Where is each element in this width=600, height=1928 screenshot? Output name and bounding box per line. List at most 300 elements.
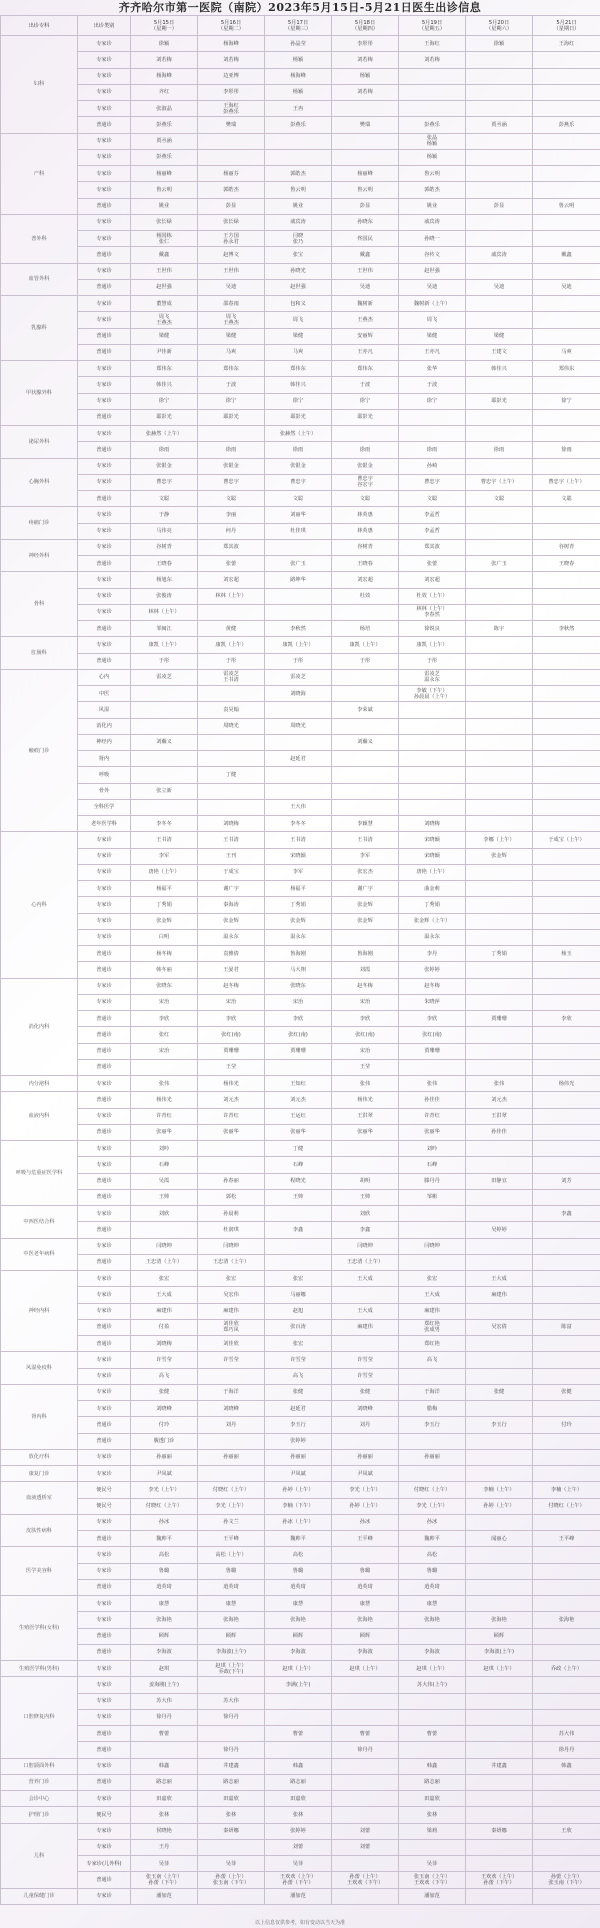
doctor-cell xyxy=(533,84,600,100)
doctor-cell xyxy=(533,1693,600,1709)
doctor-cell: 张海艳 xyxy=(265,1612,332,1628)
doctor-cell: 梁健 xyxy=(198,328,265,344)
doctor-cell: 宋治 xyxy=(265,994,332,1010)
doctor-cell: 张伟 xyxy=(466,1076,533,1092)
clinic-type: 专家诊 xyxy=(78,832,131,848)
doctor-cell xyxy=(332,1677,399,1693)
doctor-cell: 高松 xyxy=(265,1547,332,1563)
doctor-cell: 王燕杰 xyxy=(332,312,399,328)
doctor-cell xyxy=(198,1677,265,1693)
doctor-cell: 张金辉 xyxy=(466,848,533,864)
doctor-cell: 孙晨莉 xyxy=(198,1206,265,1222)
doctor-cell xyxy=(265,702,332,718)
clinic-type: 专家诊 xyxy=(78,68,131,84)
doctor-cell: 刘欣 xyxy=(332,1206,399,1222)
doctor-cell: 杨颖 xyxy=(265,52,332,68)
doctor-cell xyxy=(466,377,533,393)
doctor-cell: 闫晓坤 xyxy=(131,1238,198,1254)
doctor-cell xyxy=(533,1791,600,1807)
doctor-cell: 路志丽 xyxy=(131,1774,198,1790)
clinic-type: 普通诊 xyxy=(78,1726,131,1742)
doctor-cell: 孙丽丽 xyxy=(131,1449,198,1465)
doctor-cell xyxy=(466,864,533,880)
table-row xyxy=(1,1173,600,1189)
doctor-cell: 胡明 xyxy=(332,1173,399,1189)
clinic-type: 专家诊 xyxy=(78,1368,131,1384)
clinic-type: 普通诊 xyxy=(78,1579,131,1595)
doctor-cell: 姚业 xyxy=(265,198,332,214)
clinic-type: 专家诊(儿外科) xyxy=(78,1856,131,1872)
doctor-cell: 曹蕾 xyxy=(131,1726,198,1742)
clinic-type: 专家诊 xyxy=(78,1693,131,1709)
doctor-cell xyxy=(332,783,399,799)
doctor-cell: 包和义 xyxy=(265,296,332,312)
department-name: 护理门诊 xyxy=(1,1807,78,1823)
doctor-cell xyxy=(466,1466,533,1482)
doctor-cell: 刘晓梅 xyxy=(399,816,466,832)
doctor-cell: 张蕾 xyxy=(399,556,466,572)
doctor-cell: 顾辉 xyxy=(131,1628,198,1644)
doctor-cell xyxy=(466,409,533,425)
doctor-cell: 戚宾涛 xyxy=(466,247,533,263)
doctor-cell xyxy=(198,799,265,815)
doctor-cell: 赵冬梅 xyxy=(332,978,399,994)
doctor-cell xyxy=(466,604,533,620)
department-name: 口腔颌面外科 xyxy=(1,1758,78,1774)
doctor-cell: 赵琪 xyxy=(131,1661,198,1677)
doctor-cell: 康慧 xyxy=(198,1596,265,1612)
doctor-cell: 李玉行 xyxy=(265,1417,332,1433)
doctor-cell: 贾丞涵 xyxy=(466,117,533,133)
doctor-cell: 孙蕾（上午） 张玉南（下午） xyxy=(198,1872,265,1888)
clinic-type: 专家诊 xyxy=(78,994,131,1010)
doctor-cell xyxy=(399,1222,466,1238)
doctor-cell: 徐宁 xyxy=(131,393,198,409)
doctor-cell xyxy=(533,263,600,279)
doctor-cell: 顾辉 xyxy=(265,1628,332,1644)
doctor-cell xyxy=(198,1726,265,1742)
doctor-cell xyxy=(399,718,466,734)
doctor-cell: 张立新 xyxy=(131,783,198,799)
doctor-cell: 赵琪（上午） xyxy=(265,1661,332,1677)
table-row xyxy=(1,1059,600,1075)
doctor-cell: 孙佳佳 xyxy=(466,1124,533,1140)
doctor-cell xyxy=(466,1742,533,1758)
doctor-cell: 李楠（上午） xyxy=(533,1482,600,1498)
clinic-type: 中医 xyxy=(78,686,131,702)
doctor-cell: 李鑫 xyxy=(533,1206,600,1222)
table-row xyxy=(1,458,600,474)
doctor-cell: 郭皓杰 xyxy=(198,182,265,198)
doctor-cell: 刘晓海 xyxy=(265,686,332,702)
doctor-cell: 鲁云明 xyxy=(131,182,198,198)
doctor-cell: 魏树新 xyxy=(332,296,399,312)
doctor-cell: 彭燕乐 xyxy=(399,117,466,133)
clinic-type: 专家诊 xyxy=(78,214,131,230)
doctor-cell: 姚业 xyxy=(131,198,198,214)
doctor-cell: 梁健 xyxy=(265,328,332,344)
doctor-cell: 康慧 xyxy=(332,1596,399,1612)
doctor-cell xyxy=(399,1693,466,1709)
doctor-cell: 戴鑫 xyxy=(533,247,600,263)
doctor-cell: 韩鑫 xyxy=(131,1758,198,1774)
doctor-cell xyxy=(332,929,399,945)
doctor-cell: 李海波(上午) xyxy=(466,1644,533,1660)
table-row xyxy=(1,686,600,702)
doctor-cell xyxy=(332,1856,399,1872)
doctor-cell: 王莹 xyxy=(332,1059,399,1075)
table-row xyxy=(1,1563,600,1579)
doctor-cell: 刘霞 xyxy=(332,962,399,978)
doctor-cell xyxy=(399,1466,466,1482)
doctor-cell xyxy=(332,718,399,734)
doctor-cell xyxy=(131,767,198,783)
column-header: 5月18日 （星期四） xyxy=(332,16,399,36)
clinic-type: 专家诊 xyxy=(78,604,131,620)
department-name: 瘢痕门诊 xyxy=(1,669,78,832)
table-row xyxy=(1,1726,600,1742)
table-row xyxy=(1,946,600,962)
doctor-cell: 孙晶莹 xyxy=(265,36,332,52)
doctor-cell: 秦妍娜 xyxy=(466,1823,533,1839)
doctor-cell: 田嘉欣 xyxy=(131,1791,198,1807)
doctor-cell: 刘若梅 xyxy=(399,52,466,68)
doctor-cell: 高飞 xyxy=(399,1352,466,1368)
department-name: 心内科 xyxy=(1,832,78,978)
clinic-type: 普通诊 xyxy=(78,1189,131,1205)
doctor-cell: 顾辉 xyxy=(198,1628,265,1644)
table-row xyxy=(1,718,600,734)
doctor-cell: 彭燕乐 xyxy=(131,117,198,133)
doctor-cell: 彭燕乐 xyxy=(131,149,198,165)
table-row xyxy=(1,653,600,669)
doctor-cell xyxy=(533,133,600,149)
doctor-cell: 徐宁 xyxy=(533,393,600,409)
doctor-cell: 王平峰 xyxy=(533,1531,600,1547)
doctor-cell: 杨福平 xyxy=(131,881,198,897)
doctor-cell: 尹凤斌 xyxy=(265,1466,332,1482)
doctor-cell: 边亚博 xyxy=(198,68,265,84)
doctor-cell: 张丽华 xyxy=(131,1124,198,1140)
table-row xyxy=(1,962,600,978)
doctor-cell: 谢广宇 xyxy=(198,881,265,897)
doctor-cell xyxy=(533,1644,600,1660)
doctor-cell xyxy=(399,409,466,425)
doctor-cell: 赵琪（上午） xyxy=(466,1661,533,1677)
doctor-cell: 李孟哲 xyxy=(399,523,466,539)
column-header: 5月15日 （星期一） xyxy=(131,16,198,36)
doctor-cell: 贾丞涵 xyxy=(131,133,198,149)
doctor-cell xyxy=(533,1124,600,1140)
doctor-cell: 刘元杰 xyxy=(265,1092,332,1108)
doctor-cell: 杨丽峰 xyxy=(131,166,198,182)
doctor-cell xyxy=(533,1579,600,1595)
doctor-cell xyxy=(466,653,533,669)
doctor-cell: 徐颖 xyxy=(466,36,533,52)
doctor-cell: 徐宁 xyxy=(265,393,332,409)
doctor-cell: 高松（上午） xyxy=(198,1547,265,1563)
doctor-cell: 付玲 xyxy=(533,1417,600,1433)
clinic-type: 专家诊 xyxy=(78,101,131,117)
doctor-cell: 付晓红（上午） xyxy=(399,1482,466,1498)
doctor-cell: 刘若梅 xyxy=(131,52,198,68)
doctor-cell xyxy=(399,1709,466,1725)
doctor-cell: 王世伟 xyxy=(332,263,399,279)
table-row xyxy=(1,978,600,994)
clinic-type: 专家诊 xyxy=(78,296,131,312)
doctor-cell: 杨颖 xyxy=(399,149,466,165)
doctor-cell: 张淑晶 xyxy=(131,101,198,117)
doctor-cell xyxy=(399,783,466,799)
clinic-type: 普通诊 xyxy=(78,279,131,295)
doctor-cell: 李光（上午） xyxy=(198,1498,265,1514)
department-name: 肾内科 xyxy=(1,1384,78,1449)
clinic-type: 专家诊 xyxy=(78,897,131,913)
doctor-cell: 许青红 xyxy=(131,1108,198,1124)
table-row xyxy=(1,36,600,52)
doctor-cell: 井建鑫 xyxy=(198,1758,265,1774)
doctor-cell xyxy=(466,507,533,523)
doctor-cell: 张玉南（上午） 王欢欢（下午） xyxy=(399,1872,466,1888)
doctor-cell: 李光（上午） xyxy=(332,1482,399,1498)
doctor-cell xyxy=(466,962,533,978)
clinic-type: 普通诊 xyxy=(78,1173,131,1189)
clinic-type: 专家诊 xyxy=(78,149,131,165)
doctor-cell xyxy=(198,149,265,165)
doctor-cell: 王亦凡 xyxy=(332,344,399,360)
doctor-cell xyxy=(466,1368,533,1384)
doctor-cell: 吴菲 xyxy=(265,1856,332,1872)
clinic-type: 普通诊 xyxy=(78,621,131,637)
doctor-cell: 韩冬丽 xyxy=(131,962,198,978)
table-row xyxy=(1,588,600,604)
doctor-cell: 李彤彤 xyxy=(198,84,265,100)
doctor-cell: 徐丹丹 xyxy=(332,1742,399,1758)
clinic-type: 专家诊 xyxy=(78,1108,131,1124)
clinic-type: 专家诊 xyxy=(78,1238,131,1254)
doctor-cell: 于彤 xyxy=(198,653,265,669)
doctor-cell xyxy=(533,751,600,767)
clinic-type: 风湿 xyxy=(78,702,131,718)
doctor-cell: 杜佳琪 xyxy=(265,523,332,539)
table-row xyxy=(1,767,600,783)
doctor-cell xyxy=(533,1433,600,1449)
doctor-cell: 刘蕾 xyxy=(265,1839,332,1855)
doctor-cell: 梁健 xyxy=(466,328,533,344)
doctor-cell xyxy=(399,84,466,100)
doctor-cell xyxy=(198,734,265,750)
header-row xyxy=(1,16,600,36)
clinic-type: 专家诊 xyxy=(78,166,131,182)
doctor-cell xyxy=(533,718,600,734)
doctor-cell xyxy=(533,1839,600,1855)
doctor-cell: 张宏杰 xyxy=(332,864,399,880)
doctor-cell: 刘蕾 xyxy=(332,1823,399,1839)
clinic-type: 普通诊 xyxy=(78,409,131,425)
doctor-cell: 李海波(上午) xyxy=(198,1644,265,1660)
department-name: 会诊中心 xyxy=(1,1791,78,1807)
doctor-cell: 于彤 xyxy=(131,653,198,669)
clinic-type: 专家诊 xyxy=(78,507,131,523)
doctor-cell: 王晓春 xyxy=(332,556,399,572)
table-row xyxy=(1,198,600,214)
doctor-cell: 刘丹 xyxy=(198,1417,265,1433)
doctor-cell: 于海洋 xyxy=(399,1384,466,1400)
table-row xyxy=(1,1303,600,1319)
doctor-cell: 文聪 xyxy=(466,491,533,507)
table-row xyxy=(1,1287,600,1303)
doctor-cell: 孙婷（上午） xyxy=(265,1482,332,1498)
doctor-cell: 韩鑫 xyxy=(265,1758,332,1774)
clinic-type: 专家诊 xyxy=(78,1206,131,1222)
doctor-cell: 徐宁 xyxy=(332,393,399,409)
doctor-cell: 丁健 xyxy=(265,1141,332,1157)
table-row xyxy=(1,621,600,637)
doctor-cell: 丁秀娟 xyxy=(399,897,466,913)
doctor-cell xyxy=(466,296,533,312)
doctor-cell: 刘宏超 xyxy=(332,572,399,588)
doctor-cell: 孙丽丽 xyxy=(399,1449,466,1465)
department-name: 放化疗科 xyxy=(1,1449,78,1465)
clinic-type: 专家诊 xyxy=(78,474,131,490)
doctor-cell xyxy=(466,52,533,68)
doctor-cell xyxy=(265,1254,332,1270)
doctor-cell xyxy=(466,84,533,100)
table-row xyxy=(1,1157,600,1173)
doctor-cell: 王丹 xyxy=(131,1839,198,1855)
doctor-cell: 鲁云明 xyxy=(533,198,600,214)
doctor-cell: 雷凌芝 xyxy=(265,669,332,685)
doctor-cell: 徐宁 xyxy=(399,393,466,409)
doctor-cell: 赵博文 xyxy=(198,247,265,263)
doctor-cell: 康凯（上午） xyxy=(332,637,399,653)
department-name: 泌尿外科 xyxy=(1,426,78,459)
doctor-cell xyxy=(198,1433,265,1449)
doctor-cell: 戚宾涛 xyxy=(265,214,332,230)
doctor-cell: 于波 xyxy=(399,377,466,393)
doctor-cell xyxy=(198,1368,265,1384)
doctor-cell: 刘宏超 xyxy=(399,572,466,588)
doctor-cell: 郑其波 xyxy=(198,539,265,555)
doctor-cell xyxy=(533,1157,600,1173)
doctor-cell: 郑伟东 xyxy=(198,361,265,377)
doctor-cell xyxy=(399,1059,466,1075)
doctor-cell: 李欣 xyxy=(131,1011,198,1027)
doctor-cell: 彭显 xyxy=(466,198,533,214)
doctor-cell xyxy=(466,669,533,685)
department-name: 产科 xyxy=(1,133,78,214)
table-row xyxy=(1,1758,600,1774)
doctor-cell: 刘吟 xyxy=(131,1141,198,1157)
doctor-cell: 于波 xyxy=(198,377,265,393)
doctor-cell: 苏大伟(上午) xyxy=(399,1677,466,1693)
doctor-cell: 吴菲 xyxy=(198,1856,265,1872)
doctor-cell xyxy=(131,1742,198,1758)
doctor-cell xyxy=(466,1059,533,1075)
doctor-cell xyxy=(533,1774,600,1790)
doctor-cell xyxy=(332,1336,399,1352)
doctor-cell xyxy=(399,799,466,815)
table-row xyxy=(1,214,600,230)
doctor-cell: 李敏（下午） 孙晨晨（上午） xyxy=(399,686,466,702)
doctor-cell: 杨颖 xyxy=(332,68,399,84)
clinic-type: 便民号 xyxy=(78,1498,131,1514)
doctor-cell xyxy=(399,702,466,718)
table-row xyxy=(1,1807,600,1823)
doctor-cell: 韩鑫 xyxy=(399,1758,466,1774)
doctor-cell xyxy=(332,101,399,117)
table-row xyxy=(1,1384,600,1400)
doctor-cell xyxy=(533,881,600,897)
doctor-cell: 赵世强 xyxy=(265,279,332,295)
doctor-cell xyxy=(466,1352,533,1368)
doctor-cell: 腊梅 xyxy=(399,1401,466,1417)
doctor-cell xyxy=(332,1433,399,1449)
doctor-cell: 孙晓光 xyxy=(265,263,332,279)
doctor-cell: 杨伟光 xyxy=(198,1076,265,1092)
doctor-cell: 张金辉 xyxy=(332,897,399,913)
table-row xyxy=(1,1612,600,1628)
clinic-type: 心内 xyxy=(78,669,131,685)
doctor-cell: 李丽 xyxy=(198,507,265,523)
doctor-cell xyxy=(198,426,265,442)
doctor-cell: 马爽 xyxy=(265,344,332,360)
doctor-cell: 周飞 王燕杰 xyxy=(198,312,265,328)
doctor-cell: 戴鑫 xyxy=(131,247,198,263)
table-row xyxy=(1,1271,600,1287)
doctor-cell: 高松 xyxy=(131,1547,198,1563)
doctor-cell xyxy=(533,653,600,669)
doctor-cell: 王海红 彭燕乐 xyxy=(198,101,265,117)
doctor-cell: 马丽娜 xyxy=(265,1287,332,1303)
doctor-cell: 杨冬梅 xyxy=(131,946,198,962)
table-row xyxy=(1,393,600,409)
doctor-cell xyxy=(399,68,466,84)
doctor-cell: 马大翔 xyxy=(265,962,332,978)
doctor-cell xyxy=(332,1709,399,1725)
doctor-cell: 李荣斌 xyxy=(332,702,399,718)
doctor-cell xyxy=(466,1449,533,1465)
doctor-cell: 张蕾 xyxy=(198,556,265,572)
doctor-cell: 张广玉 xyxy=(265,556,332,572)
clinic-type: 专家诊 xyxy=(78,1547,131,1563)
table-row xyxy=(1,182,600,198)
doctor-cell: 张晓东 xyxy=(131,978,198,994)
doctor-cell: 李秋然 xyxy=(265,621,332,637)
doctor-cell xyxy=(466,767,533,783)
table-row xyxy=(1,1141,600,1157)
doctor-cell: 王欢欢（上午） 孙蕾（下午） xyxy=(265,1872,332,1888)
doctor-cell: 贾珊珊 xyxy=(198,1043,265,1059)
clinic-type: 普通诊 xyxy=(78,1092,131,1108)
department-name: 神经外科 xyxy=(1,539,78,572)
doctor-cell: 顾辉 xyxy=(466,1628,533,1644)
doctor-cell xyxy=(198,1157,265,1173)
doctor-cell: 徐丹丹 xyxy=(198,1709,265,1725)
doctor-cell: 刘芳 xyxy=(533,1173,600,1189)
doctor-cell: 张婷婷 xyxy=(265,1433,332,1449)
clinic-type: 专家诊 xyxy=(78,1596,131,1612)
table-row xyxy=(1,133,600,149)
table-row xyxy=(1,523,600,539)
table-row xyxy=(1,1677,600,1693)
doctor-cell: 刘若梅 xyxy=(198,52,265,68)
doctor-cell: 董慧成 xyxy=(131,296,198,312)
table-row xyxy=(1,361,600,377)
doctor-cell: 耶彭光 xyxy=(131,409,198,425)
doctor-cell xyxy=(466,1839,533,1855)
doctor-cell xyxy=(399,751,466,767)
